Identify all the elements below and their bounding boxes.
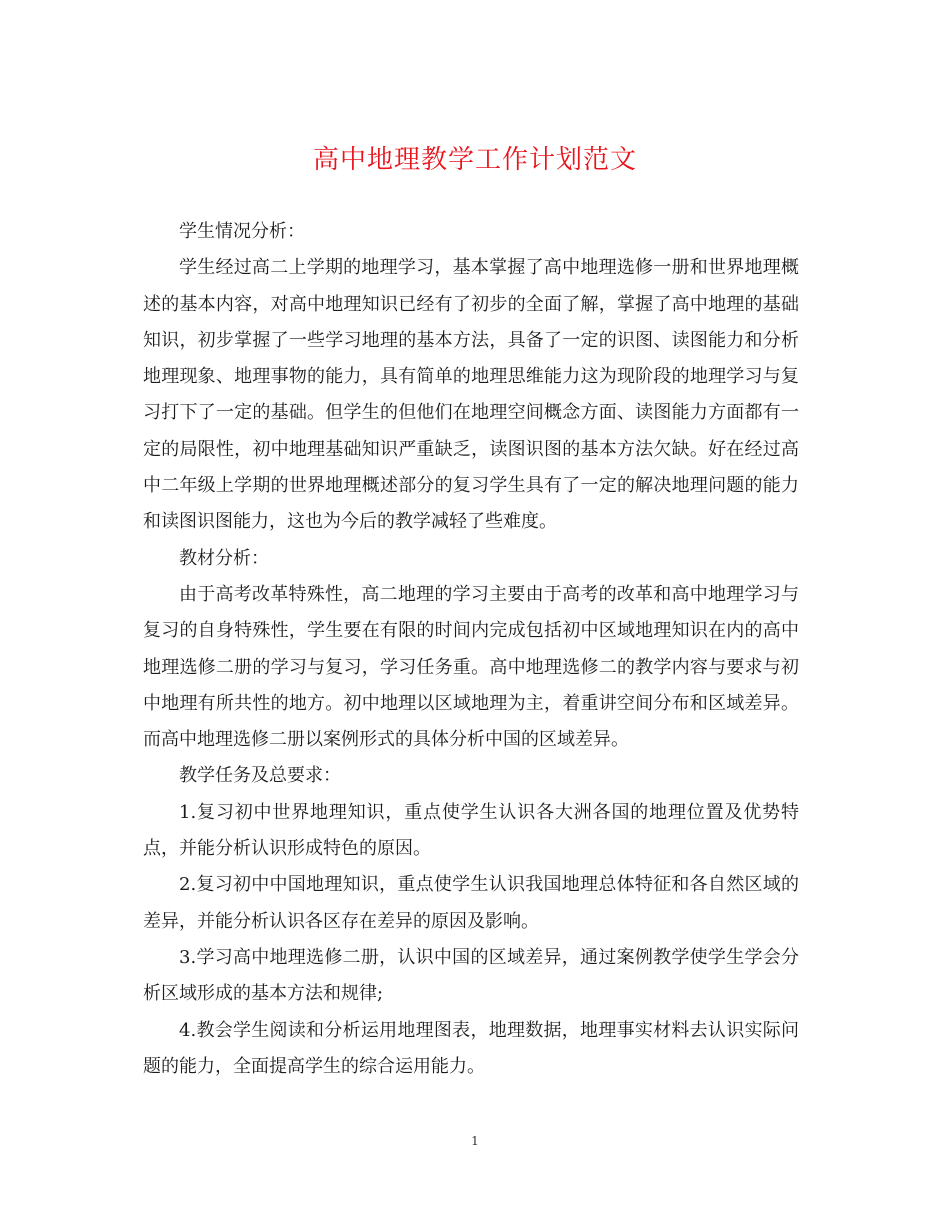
section-heading-student-analysis: 学生情况分析： xyxy=(179,221,305,242)
list-item-task-4: 4.教会学生阅读和分析运用地理图表，地理数据，地理事实材料去认识实际问题的能力，全面提高学生的综合运用能力。 xyxy=(143,1019,799,1077)
section-heading-textbook-analysis: 教材分析： xyxy=(179,547,269,569)
section-heading-teaching-tasks: 教学任务及总要求： xyxy=(179,765,341,787)
page-number: 1 xyxy=(471,1134,479,1148)
paragraph-student-analysis: 学生经过高二上学期的地理学习，基本掌握了高中地理选修一册和世界地理概述的基本内容，对高中地理知识已经有了初步的全面了解，掌握了高中地理的基础知识，初步掌握了一些学习地理的基本方法，具备了一定的识图、读图能力和分析地理现象、地理事物的能力，具有简单的地理思维能力这为现阶段的地理学习与复习打下了一定的基础。但学生的但他们在地理空间概念方面、读图能力方面都有一定的局限性，初中地理基础知识严重缺乏，读图识图的基本方法欠缺。好在经过高中二年级上学期的世界地理概述部分的复习学生具有了一定的解决地理问题的能力和读图识图能力，这也为今后的教学减轻了些难度。 xyxy=(143,257,799,533)
document-title: 高中地理教学工作计划范文 xyxy=(312,145,637,175)
document-body xyxy=(143,214,799,1085)
list-item-task-2: 2.复习初中中国地理知识，重点使学生认识我国地理总体特征和各自然区域的差异，并能分析认识各区存在差异的原因及影响。 xyxy=(143,874,799,932)
list-item-task-3: 3.学习高中地理选修二册，认识中国的区域差异，通过案例教学使学生学会分析区域形成的基本方法和规律; xyxy=(143,946,799,1005)
paragraph-textbook-analysis: 由于高考改革特殊性，高二地理的学习主要由于高考的改革和高中地理学习与复习的自身特殊性，学生要在有限的时间内完成包括初中区域地理知识在内的高中地理选修二册的学习与复习，学习任务重。高中地理选修二的教学内容与要求与初中地理有所共性的地方。初中地理以区域地理为主，着重讲空间分布和区域差异。而高中地理选修二册以案例形式的具体分析中国的区域差异。 xyxy=(143,583,799,751)
list-item-task-1: 1.复习初中世界地理知识，重点使学生认识各大洲各国的地理位置及优势特点，并能分析认识形成特色的原因。 xyxy=(143,801,799,860)
